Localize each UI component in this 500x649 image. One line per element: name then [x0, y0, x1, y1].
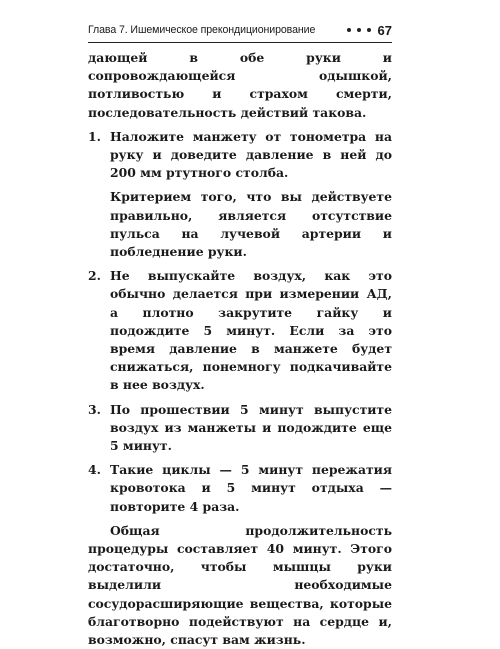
dot-ornament-icon: [367, 28, 371, 32]
dot-ornament-icon: [347, 28, 351, 32]
step-text: По прошествии 5 минут выпустите воздух из манжеты и подождите еще 5 минут.: [110, 401, 392, 454]
step-text: Такие циклы — 5 минут пережатия кровотока и 5 минут отдыха — повторите 4 раза.: [110, 462, 392, 514]
intro-paragraph: дающей в обе руки и сопровождающейся одышкой, потливостью и страхом смерти, последовательность действий такова.: [88, 50, 392, 120]
step-number: 2.: [88, 268, 101, 284]
list-item-step-4: [88, 461, 392, 516]
body-text: [88, 49, 392, 649]
dot-ornament-icon: [357, 28, 361, 32]
chapter-title: Глава 7. Ишемическое прекондиционирование: [88, 24, 316, 36]
step-number: 3.: [88, 401, 101, 417]
running-header: [88, 18, 392, 43]
list-item-step-2: [88, 267, 392, 394]
list-item-step-3: [88, 401, 392, 456]
list-item-step-1: [88, 128, 392, 261]
book-page: [88, 18, 392, 648]
step-note: Критерием того, что вы действуете правильно, является отсутствие пульса на лучевой артерии и побледнение руки.: [110, 189, 392, 260]
header-dots-ornament: [322, 28, 377, 32]
closing-paragraph: Общая продолжительность процедуры составляет 40 минут. Этого достаточно, чтобы мышцы руки выделили необходимые сосудорасширяющие вещества, которые благотворно подействуют на сердце и, возможно, спасут вам жизнь.: [88, 522, 392, 648]
step-number: 1.: [88, 128, 101, 144]
step-text: Наложите манжету от тонометра на руку и доведите давление в ней до 200 мм ртутного столба.: [110, 128, 392, 181]
step-text: Не выпускайте воздух, как это обычно делается при измерении АД, а плотно закрутите гайку и подождите 5 минут. Если за это время давление в манжете будет снижаться, понемногу подкачивайте в нее воздух.: [110, 268, 392, 393]
step-number: 4.: [88, 462, 101, 478]
page-number: 67: [377, 22, 392, 38]
